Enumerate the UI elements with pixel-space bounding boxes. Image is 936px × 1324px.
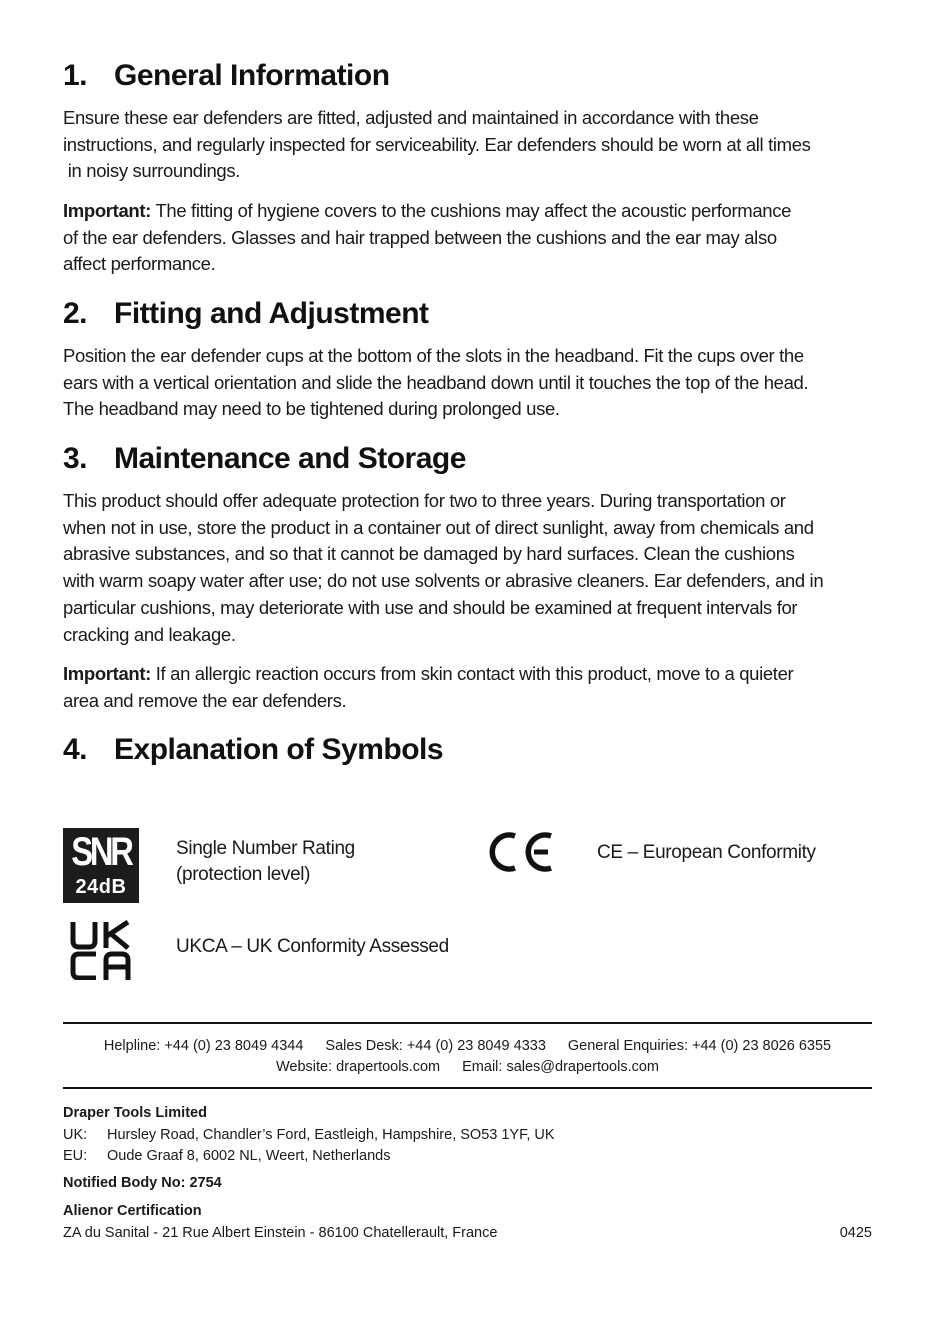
certifier-name: Alienor Certification — [63, 1203, 202, 1219]
important-label: Important: — [63, 663, 151, 684]
snr-label: Single Number Rating (protection level) — [176, 838, 355, 885]
document-code: 0425 — [839, 1225, 872, 1241]
important-label: Important: — [63, 200, 151, 221]
section-heading-general-information: 1. General Information — [63, 59, 390, 92]
section-heading-fitting-adjustment: 2. Fitting and Adjustment — [63, 297, 429, 330]
divider-bottom — [63, 1087, 872, 1089]
hygiene-covers-important-note: Important: The fitting of hygiene covers to the cushions may affect the acoustic performance of the ear defenders. Glasses and hair trapped between the cushions and the ear may also affect performance. — [63, 200, 792, 275]
website-link[interactable]: Website: drapertools.com — [276, 1059, 441, 1075]
general-enquiries-text: General Enquiries: +44 (0) 23 8026 6355 — [567, 1038, 832, 1054]
ce-mark-icon — [488, 829, 554, 875]
company-eu-address: EU: Oude Graaf 8, 6002 NL, Weert, Netherlands — [63, 1148, 391, 1164]
snr-rating-icon — [63, 828, 139, 903]
company-name: Draper Tools Limited — [63, 1105, 207, 1121]
allergic-reaction-important-note: Important: If an allergic reaction occurs from skin contact with this product, move to a quieter area and remove the ear defenders. — [63, 663, 794, 711]
helpline-text: Helpline: +44 (0) 23 8049 4344 — [103, 1038, 304, 1054]
contact-web-line — [63, 1057, 872, 1078]
fitting-adjustment-paragraph: Position the ear defender cups at the bottom of the slots in the headband. Fit the cups over the ears with a vertical orientation and slide the headband down until it touches the top of the head. The headband may need to be tightened during prolonged use. — [63, 345, 809, 420]
snr-badge-value: 24dB — [75, 876, 127, 898]
company-uk-address: UK: Hursley Road, Chandler’s Ford, Eastleigh, Hampshire, SO53 1YF, UK — [63, 1127, 555, 1143]
certifier-address: ZA du Sanital - 21 Rue Albert Einstein - 86100 Chatellerault, France — [63, 1225, 498, 1241]
snr-badge-text: SNR — [71, 830, 131, 874]
general-information-paragraph: Ensure these ear defenders are fitted, adjusted and maintained in accordance with these instructions, and regularly inspected for serviceability. Ear defenders should be worn at all times in noisy surroundings. — [63, 107, 811, 182]
ukca-mark-icon — [70, 920, 132, 980]
section-heading-maintenance-storage: 3. Maintenance and Storage — [63, 442, 466, 475]
section-heading-explanation-symbols: 4. Explanation of Symbols — [63, 733, 444, 766]
divider-top — [63, 1022, 872, 1024]
contact-phone-line — [63, 1036, 872, 1057]
notified-body-number: Notified Body No: 2754 — [63, 1175, 222, 1191]
ukca-label: UKCA – UK Conformity Assessed — [176, 936, 449, 957]
maintenance-storage-paragraph: This product should offer adequate protection for two to three years. During transportation or when not in use, store the product in a container out of direct sunlight, away from chemicals and abrasive substances, and so that it cannot be damaged by hard surfaces. Clean the cushions with warm soapy water after use; do not use solvents or abrasive cleaners. Ear defenders, and in particular cushions, may deteriorate with use and should be examined at frequent intervals for cracking and leakage. — [63, 490, 824, 645]
email-link[interactable]: Email: sales@drapertools.com — [462, 1059, 659, 1075]
ce-label: CE – European Conformity — [597, 842, 816, 863]
sales-desk-text: Sales Desk: +44 (0) 23 8049 4333 — [325, 1038, 546, 1054]
